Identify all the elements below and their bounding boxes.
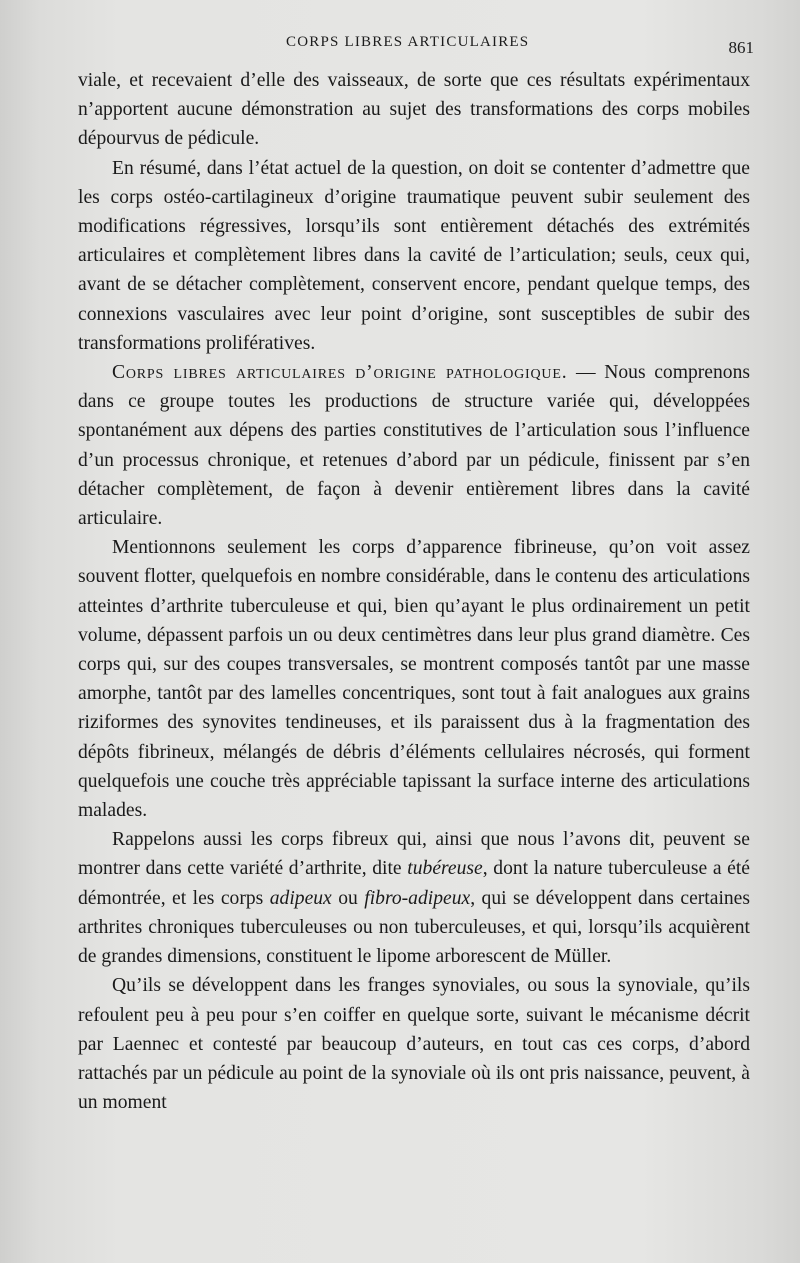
body-text: [78, 66, 750, 1117]
paragraph-summary: [78, 154, 750, 358]
paragraph-text: Rappelons aussi les corps fibreux qui, ainsi que nous l’avons dit, peuvent se montrer dans cette variété d’arthrite, dite: [78, 829, 750, 880]
running-head: [78, 34, 754, 58]
paragraph-text: viale, et recevaient d’elle des vaisseaux, de sorte que ces résultats expérimentaux n’apportent aucune démonstration au sujet des transformations des corps mobiles dépourvus de pédicule.: [78, 70, 750, 150]
italic-term: tubéreuse: [407, 858, 483, 880]
paragraph-text: Mentionnons seulement les corps d’apparence fibrineuse, qu’on voit assez souvent flotter, quelquefois en nombre considérable, dans le contenu des articulations atteintes d’arthrite tuberculeuse et qui, bien qu’ayant le plus ordinairement un petit volume, dépassent parfois un ou deux centimètres dans leur plus grand diamètre. Ces corps qui, sur des coupes transversales, se montrent composés tantôt par une masse amorphe, tantôt par des lamelles concentriques, sont tout à fait analogues aux grains riziformes des synovites tendineuses, et ils paraissent dus à la fragmentation des dépôts fibrineux, mélangés de débris d’éléments cellulaires nécrosés, qui forment quelquefois une couche très appréciable tapissant la surface interne des articulations malades.: [78, 537, 750, 822]
paragraph-fibrous-bodies: [78, 825, 750, 971]
paragraph-text: — Nous comprenons dans ce groupe toutes les productions de structure variée qui, développées spontanément aux dépens des parties constitutives de l’articulation sous l’influence d’un processus chronique, et retenues d’abord par un pédicule, finissent par s’en détacher complètement, de façon à devenir entièrement libres dans la cavité articulaire.: [78, 362, 750, 530]
running-title: CORPS LIBRES ARTICULAIRES: [286, 34, 530, 50]
paragraph-fibrinous-bodies: [78, 533, 750, 825]
italic-term: fibro-adipeux: [364, 887, 471, 909]
paragraph-continuation: [78, 66, 750, 154]
paragraph-text: , dont la nature tuberculeuse a été démontrée, et les corps: [78, 858, 750, 909]
paragraph-text: , qui se développent dans certaines arthrites chroniques tuberculeuses ou non tuberculeuses, et qui, lorsqu’ils acquièrent de grandes dimensions, constituent le lipome arborescent de Müller.: [78, 887, 751, 968]
paragraph-text: Qu’ils se développent dans les franges synoviales, ou sous la synoviale, qu’ils refoulent peu à peu pour s’en coiffer en quelque sorte, suivant le mécanisme décrit par Laennec et contesté par beaucoup d’auteurs, en tout cas ces corps, d’abord rattachés par un pédicule au point de la synoviale où ils ont pris naissance, peuvent, à un moment: [78, 975, 750, 1114]
italic-term: adipeux: [269, 887, 332, 909]
paragraph-section-pathological: [78, 358, 750, 533]
paragraph-text: ou: [331, 887, 365, 909]
paragraph-synovial-fringes: [78, 971, 750, 1117]
paragraph-text: En résumé, dans l’état actuel de la question, on doit se contenter d’admettre que les corps ostéo-cartilagineux d’origine traumatique peuvent subir seulement des modifications régressives, lorsqu’ils sont entièrement détachés des extrémités articulaires et complètement libres dans la cavité de l’articulation; seuls, ceux qui, avant de se détacher complètement, conservent encore, pendant quelque temps, des connexions vasculaires avec leur point d’origine, sont susceptibles de subir des transformations prolifératives.: [78, 157, 750, 354]
section-heading: Corps libres articulaires d’origine pathologique.: [112, 362, 568, 384]
page-number: 861: [728, 38, 754, 57]
